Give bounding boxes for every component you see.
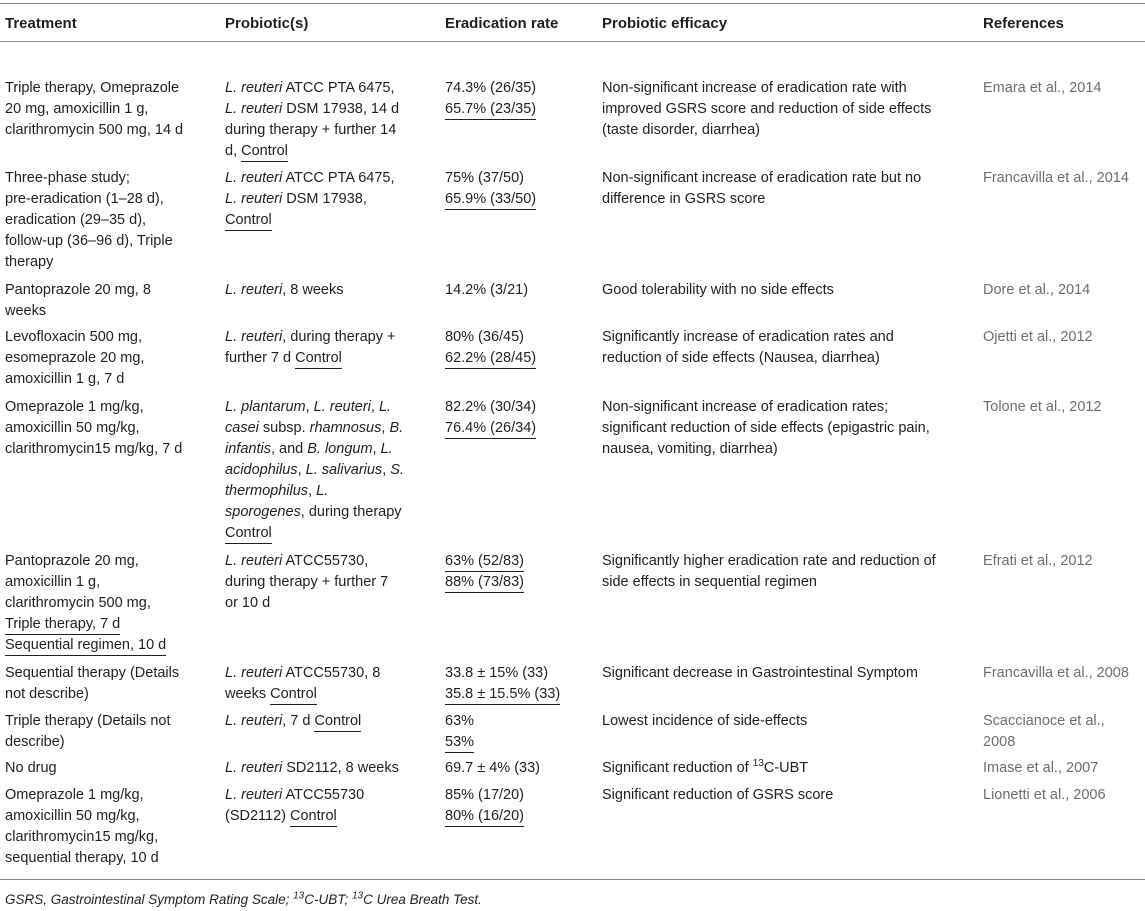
table-row-efficacy: Non-significant increase of eradication rates; significant reduction of side effects (epigastric pain, nausea, vomiting, diarrhea): [602, 399, 930, 457]
table-row-efficacy: Significantly increase of eradication rates and reduction of side effects (Nausea, diarrhea): [602, 329, 894, 366]
header-eradication-rate: Eradication rate: [445, 15, 559, 32]
table-row-rate: 63% (52/83) 88% (73/83): [445, 551, 524, 593]
table-row-probiotic: L. reuteri ATCC55730, 8 weeks Control: [225, 663, 380, 705]
table-row-rate: 14.2% (3/21): [445, 282, 529, 298]
table-row-rate: 85% (17/20) 80% (16/20): [445, 785, 524, 827]
table-row-efficacy: Significantly higher eradication rate and reduction of side effects in sequential regimen: [602, 553, 936, 590]
table-row-probiotic: L. reuteri, 8 weeks: [225, 282, 344, 298]
table-top-rule: [0, 3, 1145, 4]
header-treatment: Treatment: [5, 15, 77, 32]
table-row-probiotic: L. reuteri ATCC55730 (SD2112) Control: [225, 785, 364, 827]
table-row-treatment: Three-phase study; pre-eradication (1–28 d), eradication (29–35 d), follow-up (36–96 d), Triple therapy: [5, 170, 173, 270]
table-row-probiotic: L. reuteri ATCC55730, during therapy + further 7 or 10 d: [225, 553, 389, 611]
table-row-probiotic: L. plantarum, L. reuteri, L. casei subsp. rhamnosus, B. infantis, and B. longum, L. acidophilus, L. salivarius, S. thermophilus, L. sporogenes, during therapy Control: [225, 397, 404, 544]
table-row-reference: Scaccianoce et al., 2008: [983, 713, 1105, 750]
table-row-reference: Tolone et al., 2012: [983, 399, 1102, 415]
header-probiotics: Probiotic(s): [225, 15, 309, 32]
table-row-reference: Emara et al., 2014: [983, 80, 1102, 96]
table-row-treatment: Omeprazole 1 mg/kg, amoxicillin 50 mg/kg, clarithromycin15 mg/kg, sequential therapy, 10 d: [5, 787, 159, 866]
table-bottom-rule: [0, 879, 1145, 880]
table-row-treatment: Levofloxacin 500 mg, esomeprazole 20 mg, amoxicillin 1 g, 7 d: [5, 329, 145, 387]
table-row-rate: 63% 53%: [445, 711, 474, 753]
table-row-efficacy: Significant reduction of GSRS score: [602, 787, 834, 803]
table-footnote: GSRS, Gastrointestinal Symptom Rating Scale; $^{13}$C-UBT; $^{13}$C Urea Breath Test.: [5, 890, 482, 907]
table-row-probiotic: L. reuteri ATCC PTA 6475, L. reuteri DSM 17938, 14 d during therapy + further 14 d, Control: [225, 78, 399, 162]
table-row-treatment: Triple therapy, Omeprazole 20 mg, amoxicillin 1 g, clarithromycin 500 mg, 14 d: [5, 80, 184, 138]
table-row-rate: 80% (36/45) 62.2% (28/45): [445, 327, 536, 369]
table-row-treatment: Pantoprazole 20 mg, 8 weeks: [5, 282, 151, 319]
table-row-efficacy: Non-significant increase of eradication rate but no difference in GSRS score: [602, 170, 922, 207]
table-row-treatment: Omeprazole 1 mg/kg, amoxicillin 50 mg/kg, clarithromycin15 mg/kg, 7 d: [5, 399, 183, 457]
table-row-reference: Lionetti et al., 2006: [983, 787, 1106, 803]
table-row-probiotic: L. reuteri, during therapy + further 7 d Control: [225, 327, 396, 369]
table-row-reference: Ojetti et al., 2012: [983, 329, 1093, 345]
table-row-rate: 33.8 ± 15% (33) 35.8 ± 15.5% (33): [445, 663, 560, 705]
table-row-efficacy: Lowest incidence of side-effects: [602, 713, 808, 729]
table-row-reference: Efrati et al., 2012: [983, 553, 1093, 569]
header-rule: [0, 41, 1145, 42]
table-row-probiotic: L. reuteri ATCC PTA 6475, L. reuteri DSM 17938, Control: [225, 168, 395, 231]
table-row-rate: 75% (37/50) 65.9% (33/50): [445, 168, 536, 210]
header-probiotic-efficacy: Probiotic efficacy: [602, 15, 728, 32]
table-row-efficacy: Non-significant increase of eradication rate with improved GSRS score and reduction of side effects (taste disorder, diarrhea): [602, 80, 932, 138]
table-row-probiotic: L. reuteri SD2112, 8 weeks: [225, 760, 399, 776]
table-row-efficacy: Significant decrease in Gastrointestinal Symptom: [602, 665, 918, 681]
table-row-rate: 82.2% (30/34) 76.4% (26/34): [445, 397, 536, 439]
table-row-treatment: Sequential therapy (Details not describe): [5, 665, 180, 702]
table-row-treatment: Triple therapy (Details not describe): [5, 713, 171, 750]
table-row-reference: Dore et al., 2014: [983, 282, 1091, 298]
table-row-reference: Francavilla et al., 2014: [983, 170, 1129, 186]
table-row-rate: 74.3% (26/35) 65.7% (23/35): [445, 78, 536, 120]
table-row-efficacy: Good tolerability with no side effects: [602, 282, 834, 298]
table-row-treatment: No drug: [5, 760, 57, 776]
table-row-probiotic: L. reuteri, 7 d Control: [225, 711, 361, 732]
table-row-efficacy: Significant reduction of $^{13}$C-UBT: [602, 758, 809, 776]
table-row-reference: Francavilla et al., 2008: [983, 665, 1129, 681]
table-row-treatment: Pantoprazole 20 mg, amoxicillin 1 g, clarithromycin 500 mg, Triple therapy, 7 d Sequential regimen, 10 d: [5, 551, 166, 656]
table-row-reference: Imase et al., 2007: [983, 760, 1099, 776]
header-references: References: [983, 15, 1064, 32]
table-row-rate: 69.7 ± 4% (33): [445, 760, 541, 776]
